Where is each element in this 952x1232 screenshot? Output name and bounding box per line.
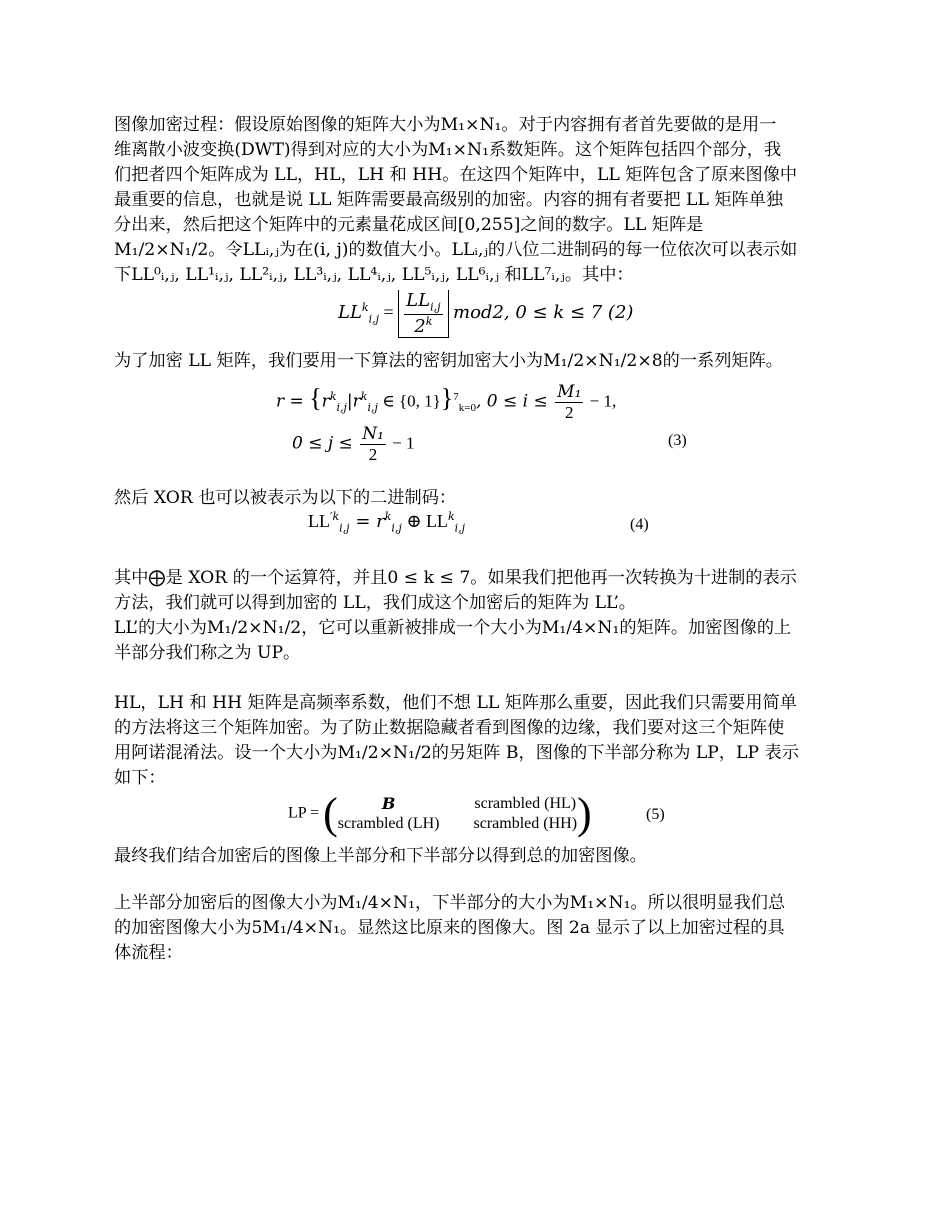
paragraph-combine <box>114 844 840 869</box>
text-line: 体流程： <box>114 943 183 963</box>
text-line: 半部分我们称之为 UP。 <box>114 643 301 663</box>
text-line: 如下： <box>114 768 166 788</box>
equation-4: $LL^{'k}_{i,j} = r^k_{i,j}$ ⊕ $LL^k_{i,j}$ <box>308 510 466 535</box>
text-line: HL，LH 和 HH 矩阵是高频率系数，他们不想 LL 矩阵那么重要，因此我们只需要用简单 <box>114 693 797 713</box>
text-line: 上半部分加密后的图像大小为M₁/4×N₁，下半部分的大小为M₁×N₁。所以很明显我们总 <box>114 893 786 913</box>
text-line: 最重要的信息，也就是说 LL 矩阵需要最高级别的加密。内容的拥有者要把 LL 矩阵单独 <box>114 190 784 210</box>
equation-2: $LL^k_{i,j}$ = $\frac{LL_{i,j}}{2^k}$ mod2, 0 ≤ k ≤ 7 (2) <box>338 290 634 337</box>
text-line: 图像加密过程：假设原始图像的矩阵大小为M₁×N₁。对于内容拥有者首先要做的是用一 <box>114 115 777 135</box>
text-line: LL’的大小为M₁/2×N₁/2，它可以重新被排成一个大小为M₁/4×N₁的矩阵。加密图像的上 <box>114 618 792 638</box>
equation-4-number: (4) <box>630 516 649 533</box>
text-line: 分出来，然后把这个矩阵中的元素量花成区间[0,255]之间的数字。LL 矩阵是 <box>114 215 704 235</box>
text-line: 最终我们结合加密后的图像上半部分和下半部分以得到总的加密图像。 <box>114 846 647 866</box>
paragraph-key-matrix <box>114 349 840 374</box>
text-line: M₁/2×N₁/2。令LLᵢ,ⱼ为在(i, j)的数值大小。LLᵢ,ⱼ的八位二进制码的每一位依次可以表示如 <box>114 240 798 260</box>
equation-3: $r = \{r^k_{i,j}|r^k_{i,j}$ ∈ {0, 1}}$^7_{k=0}$, 0 ≤ i ≤ $\frac{\text{M₁}}{2}$ − 1, 0 ≤ j ≤ $\frac{\text{N₁}}{2}$ − 1 <box>276 382 617 464</box>
paragraph-encryption-process <box>114 113 840 288</box>
text-line: 维离散小波变换(DWT)得到对应的大小为M₁×N₁系数矩阵。这个矩阵包括四个部分，我 <box>114 140 782 160</box>
equation-5-number: (5) <box>646 806 665 823</box>
text-line: 的加密图像大小为5M₁/4×N₁。显然这比原来的图像大。图 2a 显示了以上加密过程的具 <box>114 918 785 938</box>
equation-3-number: (3) <box>668 432 687 449</box>
text-line: 下LL⁰ᵢ,ⱼ, LL¹ᵢ,ⱼ, LL²ᵢ,ⱼ, LL³ᵢ,ⱼ, LL⁴ᵢ,ⱼ, LL⁵ᵢ,ⱼ, LL⁶ᵢ,ⱼ 和LL⁷ᵢ,ⱼ。其中： <box>114 265 634 285</box>
paragraph-sizes <box>114 891 840 966</box>
text-line: 然后 XOR 也可以被表示为以下的二进制码： <box>114 488 457 508</box>
text-line: 用阿诺混淆法。设一个大小为M₁/2×N₁/2的另矩阵 B，图像的下半部分称为 LP，LP 表示 <box>114 743 799 763</box>
text-line: 的方法将这三个矩阵加密。为了防止数据隐藏者看到图像的边缘，我们要对这三个矩阵使 <box>114 718 785 738</box>
text-line: 们把者四个矩阵成为 LL，HL，LH 和 HH。在这四个矩阵中，LL 矩阵包含了原来图像中 <box>114 165 798 185</box>
paragraph-high-frequency <box>114 691 840 791</box>
text-line: 其中⨁是 XOR 的一个运算符，并且0 ≤ k ≤ 7。如果我们把他再一次转换为十进制的表示 <box>114 568 797 588</box>
paragraph-xor <box>114 486 840 511</box>
equation-5: LP = ( B scrambled (HL) scrambled (LH) scrambled (HH) ) <box>288 789 592 838</box>
text-line: 为了加密 LL 矩阵，我们要用一下算法的密钥加密大小为M₁/2×N₁/2×8的一系列矩阵。 <box>114 351 783 371</box>
paragraph-xor-result <box>114 566 840 666</box>
text-line: 方法，我们就可以得到加密的 LL，我们成这个加密后的矩阵为 LL’。 <box>114 593 636 613</box>
